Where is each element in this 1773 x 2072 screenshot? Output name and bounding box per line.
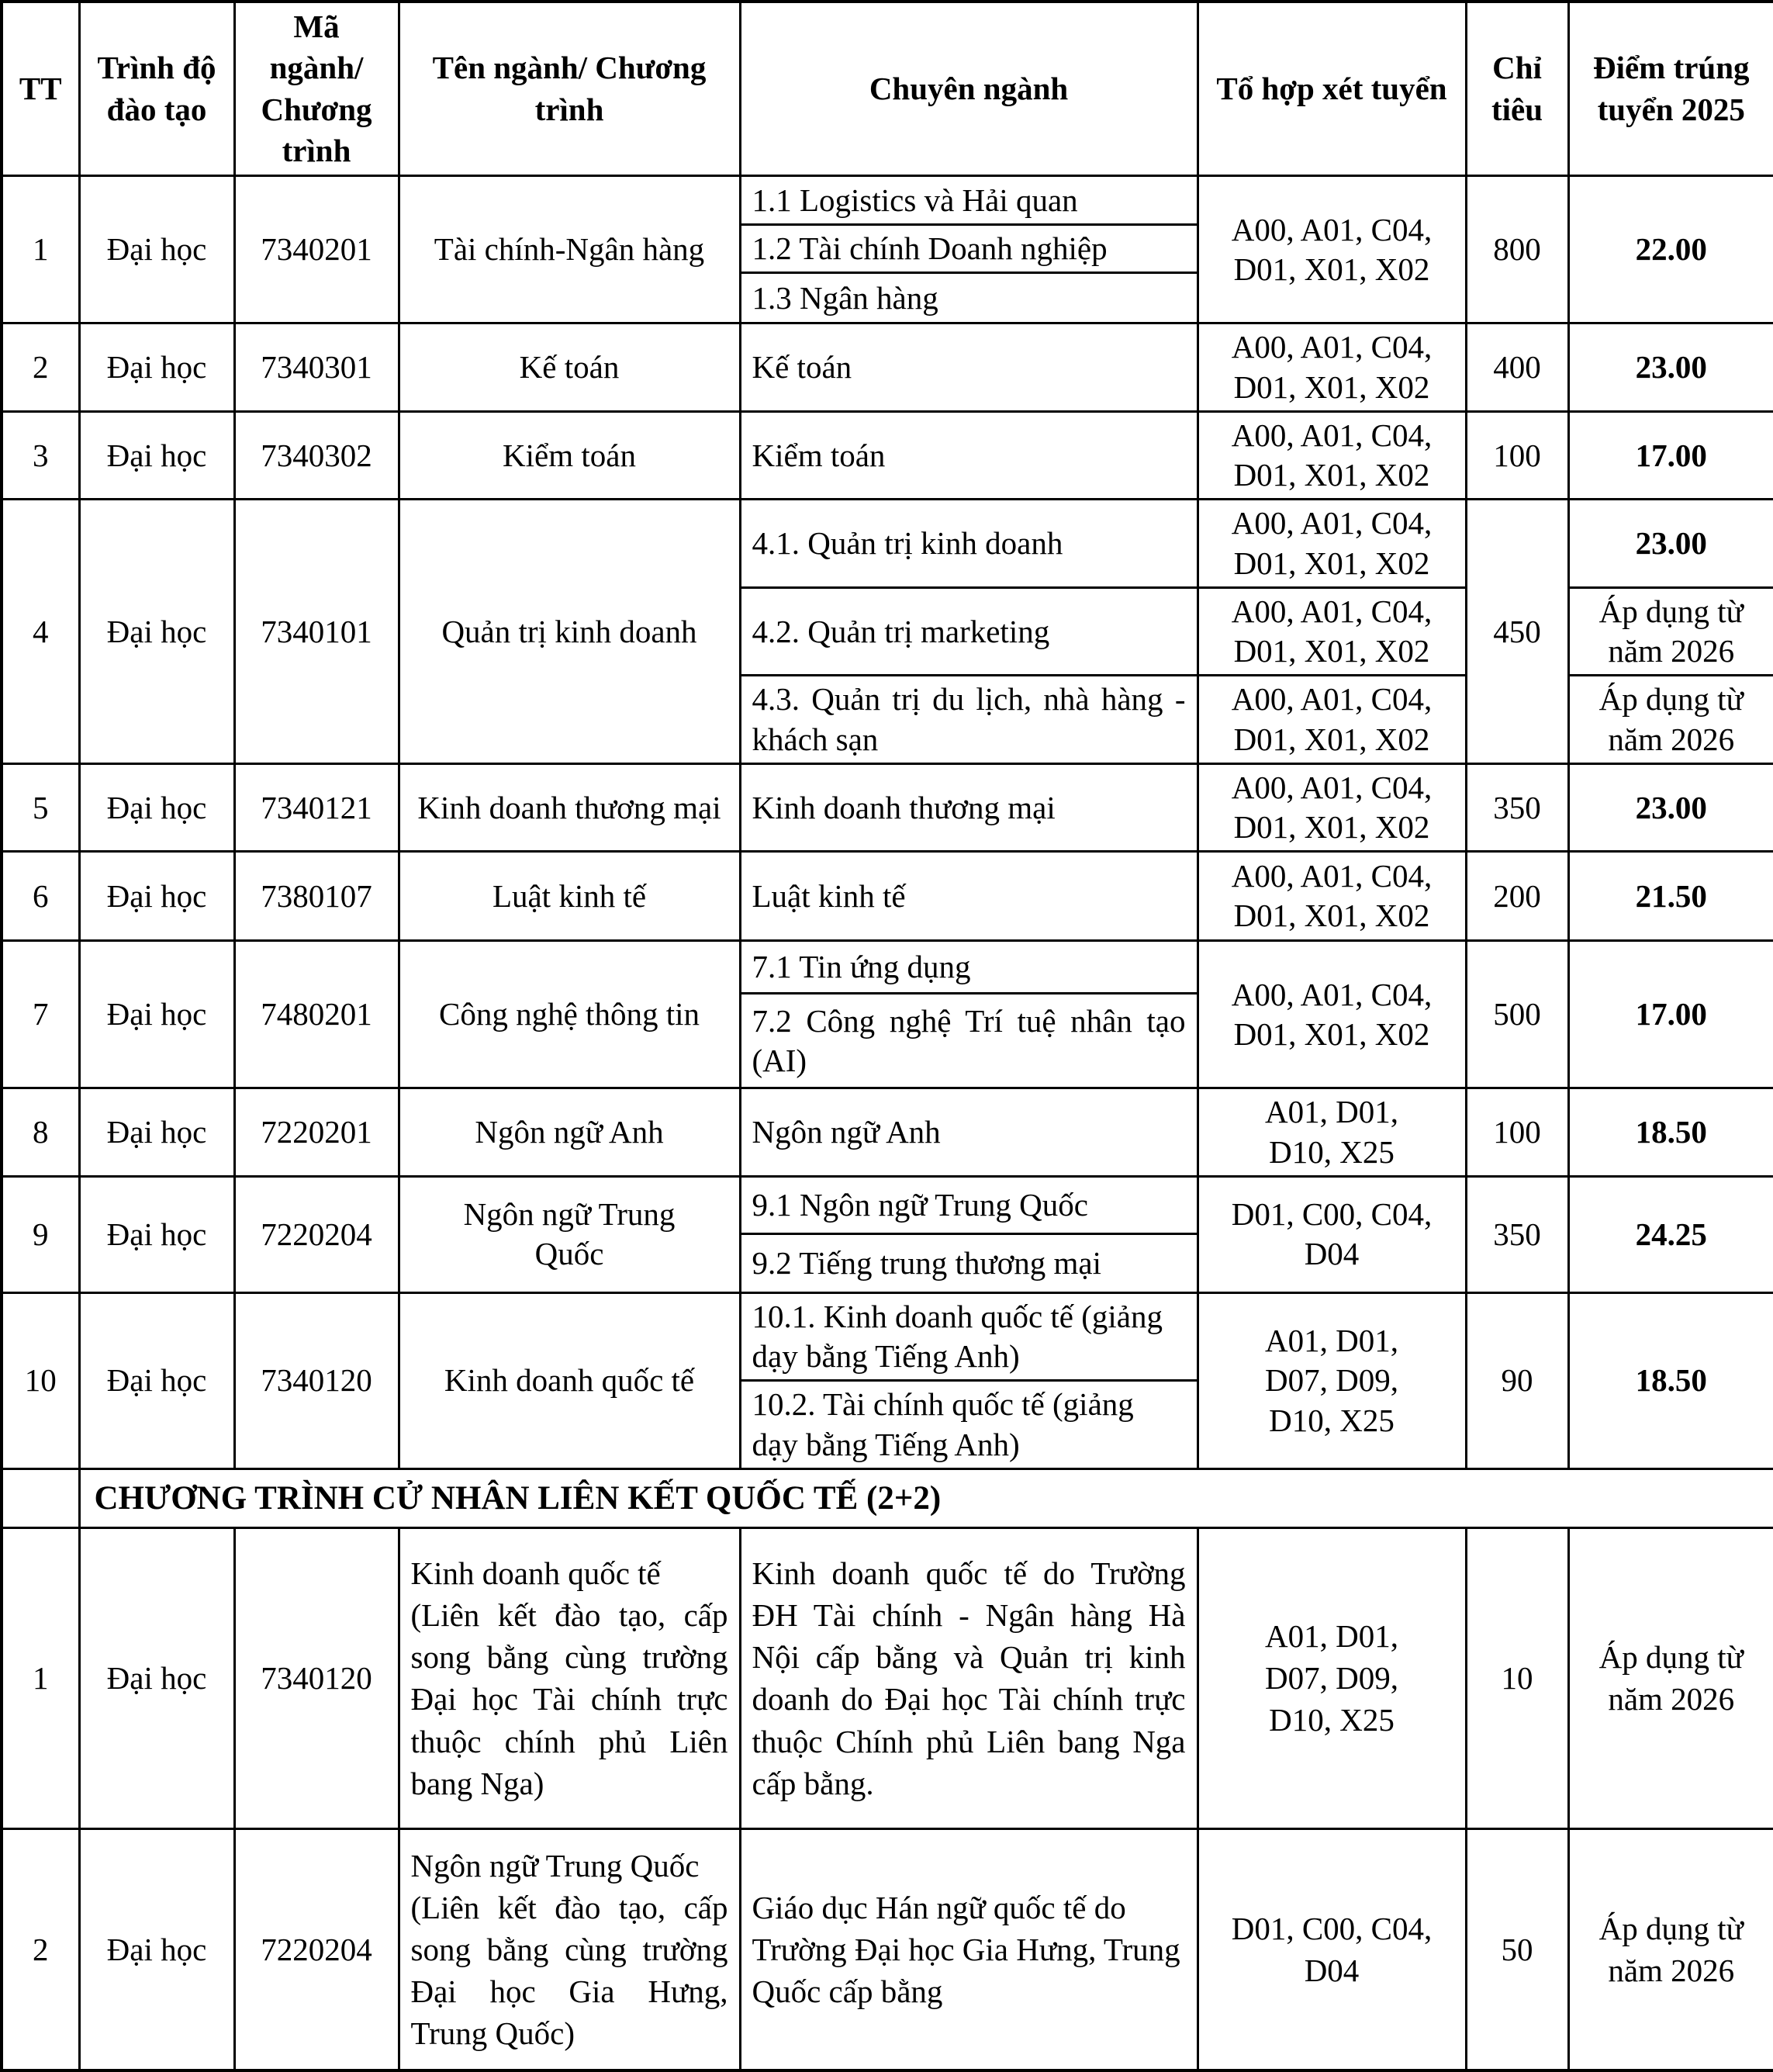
level-cell: Đại học <box>79 323 234 412</box>
level-cell: Đại học <box>79 411 234 500</box>
linked-row-2 <box>2 1828 1773 2070</box>
code-cell: 7380107 <box>234 852 399 941</box>
code-cell: 7340120 <box>234 1527 399 1828</box>
code-cell: 7340201 <box>234 176 399 323</box>
code-cell: 7480201 <box>234 941 399 1088</box>
quota-cell: 800 <box>1466 176 1568 323</box>
spec-cell: 7.1 Tin ứng dụng <box>740 941 1198 994</box>
name-cell <box>399 1527 740 1828</box>
score-cell: 23.00 <box>1568 500 1773 588</box>
name-cell: Kế toán <box>399 323 740 412</box>
combo-cell: A01, D01, D07, D09, D10, X25 <box>1198 1527 1466 1828</box>
score-cell: 18.50 <box>1568 1088 1773 1177</box>
name-cell: Kiểm toán <box>399 411 740 500</box>
header-spec: Chuyên ngành <box>740 2 1198 176</box>
row-4a <box>2 500 1773 588</box>
quota-cell: 350 <box>1466 1176 1568 1292</box>
tt-cell: 1 <box>2 176 79 323</box>
spec-cell: Ngôn ngữ Anh <box>740 1088 1198 1177</box>
code-cell: 7340120 <box>234 1292 399 1468</box>
level-cell: Đại học <box>79 1292 234 1468</box>
score-cell: 18.50 <box>1568 1292 1773 1468</box>
spec-cell: Kinh doanh thương mại <box>740 763 1198 852</box>
code-cell: 7340121 <box>234 763 399 852</box>
score-cell: 17.00 <box>1568 941 1773 1088</box>
name-cell: Kinh doanh quốc tế <box>399 1292 740 1468</box>
name-cell: Ngôn ngữ Anh <box>399 1088 740 1177</box>
header-combo: Tổ hợp xét tuyển <box>1198 2 1466 176</box>
name-cell <box>399 1828 740 2070</box>
name-cell: Ngôn ngữ Trung Quốc <box>399 1176 740 1292</box>
name-note: (Liên kết đào tạo, cấp song bằng cùng trường Đại học Tài chính trực thuộc chính phủ Liên bang Nga) <box>410 1597 728 1801</box>
level-cell: Đại học <box>79 176 234 323</box>
combo-cell: D01, C00, C04, D04 <box>1198 1176 1466 1292</box>
score-cell: 21.50 <box>1568 852 1773 941</box>
spec-cell: Kiểm toán <box>740 411 1198 500</box>
tt-cell: 7 <box>2 941 79 1088</box>
row-9a <box>2 1176 1773 1233</box>
code-cell: 7340302 <box>234 411 399 500</box>
tt-cell: 2 <box>2 323 79 412</box>
level-cell: Đại học <box>79 852 234 941</box>
score-cell: 22.00 <box>1568 176 1773 323</box>
row-10a <box>2 1292 1773 1381</box>
header-row <box>2 2 1773 176</box>
row-8 <box>2 1088 1773 1177</box>
quota-cell: 10 <box>1466 1527 1568 1828</box>
tt-cell: 6 <box>2 852 79 941</box>
tt-cell: 8 <box>2 1088 79 1177</box>
header-score: Điểm trúng tuyển 2025 <box>1568 2 1773 176</box>
level-cell: Đại học <box>79 763 234 852</box>
combo-cell: A00, A01, C04, D01, X01, X02 <box>1198 500 1466 588</box>
score-cell: 17.00 <box>1568 411 1773 500</box>
quota-cell: 450 <box>1466 500 1568 764</box>
section-tt-spacer <box>2 1468 79 1527</box>
score-cell: 23.00 <box>1568 323 1773 412</box>
row-7a <box>2 941 1773 994</box>
row-5 <box>2 763 1773 852</box>
combo-cell: A00, A01, C04, D01, X01, X02 <box>1198 852 1466 941</box>
combo-cell: A00, A01, C04, D01, X01, X02 <box>1198 587 1466 676</box>
section-header-row <box>2 1468 1773 1527</box>
spec-cell: 4.3. Quản trị du lịch, nhà hàng - khách sạn <box>740 676 1198 764</box>
spec-cell: 9.1 Ngôn ngữ Trung Quốc <box>740 1176 1198 1233</box>
combo-cell: A00, A01, C04, D01, X01, X02 <box>1198 763 1466 852</box>
score-cell: Áp dụng từ năm 2026 <box>1568 676 1773 764</box>
spec-cell: 1.3 Ngân hàng <box>740 273 1198 323</box>
name-cell: Quản trị kinh doanh <box>399 500 740 764</box>
header-level: Trình độ đào tạo <box>79 2 234 176</box>
spec-cell: 1.1 Logistics và Hải quan <box>740 176 1198 225</box>
spec-cell: 9.2 Tiếng trung thương mại <box>740 1233 1198 1292</box>
tt-cell: 4 <box>2 500 79 764</box>
combo-cell: A00, A01, C04, D01, X01, X02 <box>1198 176 1466 323</box>
spec-cell: Kế toán <box>740 323 1198 412</box>
name-cell: Tài chính-Ngân hàng <box>399 176 740 323</box>
combo-cell: A00, A01, C04, D01, X01, X02 <box>1198 676 1466 764</box>
header-tt: TT <box>2 2 79 176</box>
code-cell: 7340301 <box>234 323 399 412</box>
combo-cell: A00, A01, C04, D01, X01, X02 <box>1198 941 1466 1088</box>
level-cell: Đại học <box>79 500 234 764</box>
row-6 <box>2 852 1773 941</box>
quota-cell: 350 <box>1466 763 1568 852</box>
level-cell: Đại học <box>79 1088 234 1177</box>
code-cell: 7220204 <box>234 1176 399 1292</box>
quota-cell: 500 <box>1466 941 1568 1088</box>
row-1a <box>2 176 1773 225</box>
code-cell: 7340101 <box>234 500 399 764</box>
spec-cell: Kinh doanh quốc tế do Trường ĐH Tài chính - Ngân hàng Hà Nội cấp bằng và Quản trị kinh doanh do Đại học Tài chính trực thuộc Chính phủ Liên bang Nga cấp bằng. <box>740 1527 1198 1828</box>
name-cell: Luật kinh tế <box>399 852 740 941</box>
tt-cell: 10 <box>2 1292 79 1468</box>
linked-row-1 <box>2 1527 1773 1828</box>
spec-cell: 1.2 Tài chính Doanh nghiệp <box>740 225 1198 273</box>
combo-cell: A01, D01, D07, D09, D10, X25 <box>1198 1292 1466 1468</box>
combo-cell: A00, A01, C04, D01, X01, X02 <box>1198 323 1466 412</box>
header-quota: Chỉ tiêu <box>1466 2 1568 176</box>
spec-cell: 10.1. Kinh doanh quốc tế (giảng dạy bằng Tiếng Anh) <box>740 1292 1198 1381</box>
spec-cell: Giáo dục Hán ngữ quốc tế do Trường Đại học Gia Hưng, Trung Quốc cấp bằng <box>740 1828 1198 2070</box>
quota-cell: 400 <box>1466 323 1568 412</box>
code-cell: 7220204 <box>234 1828 399 2070</box>
name-note: (Liên kết đào tạo, cấp song bằng cùng trường Đại học Gia Hưng, Trung Quốc) <box>410 1890 728 2052</box>
name-text: Kinh doanh quốc tế <box>410 1555 661 1592</box>
score-cell: Áp dụng từ năm 2026 <box>1568 1527 1773 1828</box>
combo-cell: A00, A01, C04, D01, X01, X02 <box>1198 411 1466 500</box>
spec-cell: 7.2 Công nghệ Trí tuệ nhân tạo (AI) <box>740 994 1198 1088</box>
header-code: Mã ngành/ Chương trình <box>234 2 399 176</box>
score-cell: Áp dụng từ năm 2026 <box>1568 1828 1773 2070</box>
level-cell: Đại học <box>79 1527 234 1828</box>
name-cell: Công nghệ thông tin <box>399 941 740 1088</box>
tt-cell: 9 <box>2 1176 79 1292</box>
quota-cell: 50 <box>1466 1828 1568 2070</box>
tt-cell: 3 <box>2 411 79 500</box>
tt-cell: 2 <box>2 1828 79 2070</box>
score-cell: Áp dụng từ năm 2026 <box>1568 587 1773 676</box>
score-cell: 23.00 <box>1568 763 1773 852</box>
section-title: CHƯƠNG TRÌNH CỬ NHÂN LIÊN KẾT QUỐC TẾ (2+2) <box>79 1468 1773 1527</box>
header-name: Tên ngành/ Chương trình <box>399 2 740 176</box>
quota-cell: 200 <box>1466 852 1568 941</box>
level-cell: Đại học <box>79 1828 234 2070</box>
name-text: Ngôn ngữ Trung Quốc <box>410 1847 700 1883</box>
spec-cell: 10.2. Tài chính quốc tế (giảng dạy bằng Tiếng Anh) <box>740 1381 1198 1469</box>
score-cell: 24.25 <box>1568 1176 1773 1292</box>
level-cell: Đại học <box>79 1176 234 1292</box>
level-cell: Đại học <box>79 941 234 1088</box>
row-3 <box>2 411 1773 500</box>
spec-cell: Luật kinh tế <box>740 852 1198 941</box>
code-cell: 7220201 <box>234 1088 399 1177</box>
name-cell: Kinh doanh thương mại <box>399 763 740 852</box>
combo-cell: A01, D01, D10, X25 <box>1198 1088 1466 1177</box>
spec-cell: 4.1. Quản trị kinh doanh <box>740 500 1198 588</box>
quota-cell: 100 <box>1466 411 1568 500</box>
tt-cell: 1 <box>2 1527 79 1828</box>
combo-cell: D01, C00, C04, D04 <box>1198 1828 1466 2070</box>
spec-cell: 4.2. Quản trị marketing <box>740 587 1198 676</box>
quota-cell: 90 <box>1466 1292 1568 1468</box>
quota-cell: 100 <box>1466 1088 1568 1177</box>
row-2 <box>2 323 1773 412</box>
tt-cell: 5 <box>2 763 79 852</box>
